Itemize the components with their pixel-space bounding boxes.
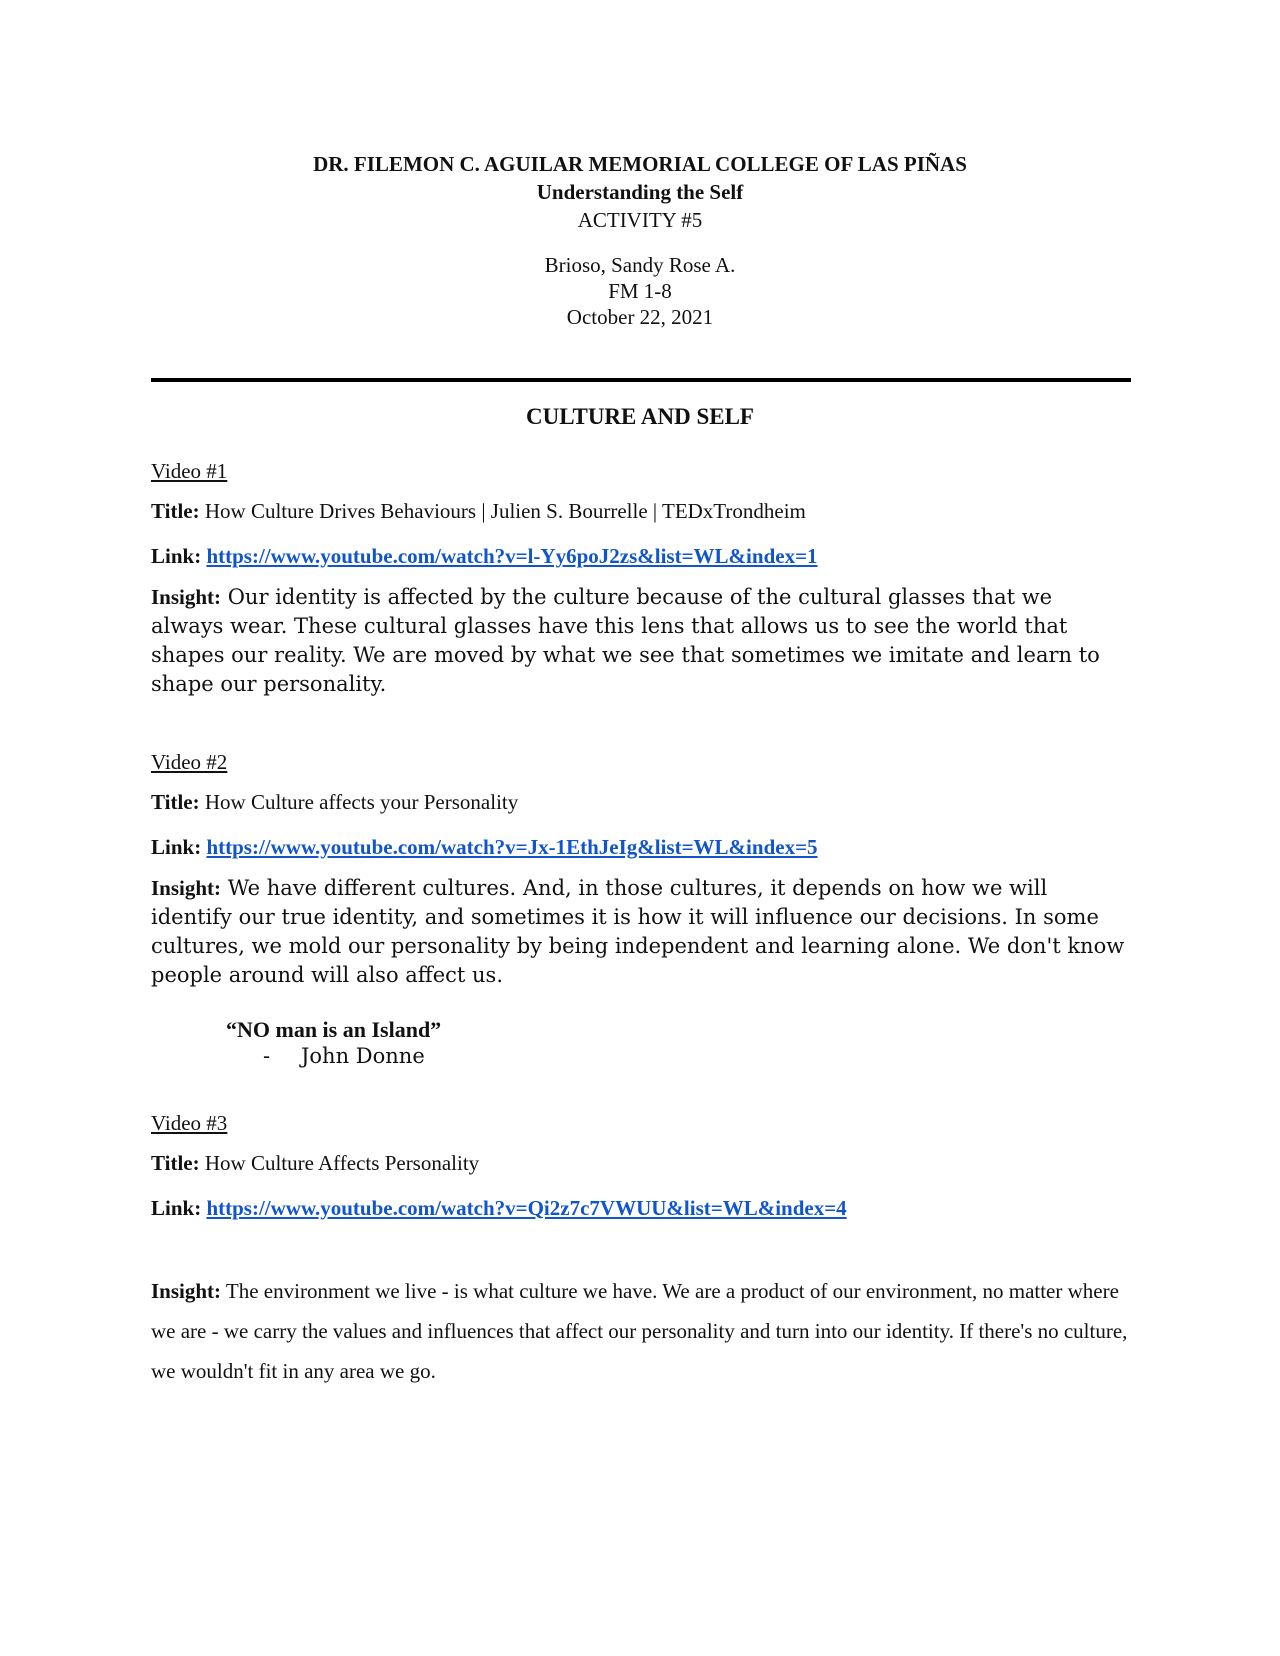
quote-text: “NO man is an Island”: [226, 1017, 442, 1042]
video-3-insight-text: The environment we live - is what culture we have. We are a product of our environment, no matter where we are - we carry the values and influences that affect our personality and turn into our identity. If there's no culture, we wouldn't fit in any area we go.: [151, 1279, 1128, 1383]
video-1-insight-text: Our identity is affected by the culture because of the cultural glasses that we always wear. These cultural glasses have this lens that allows us to see the world that shapes our reality. We are moved by what we see that sometimes we imitate and learn to shape our personality.: [151, 585, 1100, 696]
video-2-label: Video #2: [151, 750, 228, 774]
video-2-link-line: [151, 834, 1131, 861]
video-1-label: Video #1: [151, 459, 228, 483]
video-2-title-line: [151, 789, 1131, 816]
horizontal-divider: [151, 378, 1131, 382]
section-title: CULTURE AND SELF: [526, 404, 754, 429]
video-3-insight: [151, 1271, 1131, 1391]
title-label: Title:: [151, 499, 200, 523]
video-1-title: How Culture Drives Behaviours | Julien S. Bourrelle | TEDxTrondheim: [204, 499, 806, 523]
link-label: Link:: [151, 544, 202, 568]
title-label: Title:: [151, 790, 200, 814]
insight-label: Insight:: [151, 585, 222, 609]
student-name: Brioso, Sandy Rose A.: [544, 253, 736, 277]
video-3-title-line: [151, 1150, 1131, 1177]
college-name: DR. FILEMON C. AGUILAR MEMORIAL COLLEGE OF LAS PIÑAS: [313, 152, 967, 176]
video-2-link[interactable]: https://www.youtube.com/watch?v=Jx-1EthJeIg&list=WL&index=5: [206, 835, 818, 859]
video-2-insight: [151, 874, 1131, 990]
video-1-title-line: [151, 498, 1131, 525]
student-section: FM 1-8: [608, 279, 672, 303]
video-3-label: Video #3: [151, 1111, 228, 1135]
activity-number: ACTIVITY #5: [577, 208, 703, 232]
link-label: Link:: [151, 835, 202, 859]
video-2-insight-text: We have different cultures. And, in those cultures, it depends on how we will identify our true identity, and sometimes it is how it will influence our decisions. In some cultures, we mold our personality by being independent and learning alone. We don't know people around will also affect us.: [151, 876, 1125, 987]
video-3-title: How Culture Affects Personality: [204, 1151, 480, 1175]
link-label: Link:: [151, 1196, 202, 1220]
video-3-link-line: [151, 1195, 1131, 1222]
title-label: Title:: [151, 1151, 200, 1175]
course-title: Understanding the Self: [536, 180, 744, 204]
video-1-link[interactable]: https://www.youtube.com/watch?v=l-Yy6poJ2zs&list=WL&index=1: [206, 544, 818, 568]
insight-label: Insight:: [151, 1279, 222, 1303]
quote-attribution: [263, 1044, 425, 1068]
video-1-link-line: [151, 543, 1131, 570]
video-3-link[interactable]: https://www.youtube.com/watch?v=Qi2z7c7VWUU&list=WL&index=4: [206, 1196, 847, 1220]
insight-label: Insight:: [151, 876, 222, 900]
video-2-title: How Culture affects your Personality: [204, 790, 519, 814]
quote-author: John Donne: [301, 1044, 425, 1068]
quote-dash: -: [263, 1044, 271, 1068]
submission-date: October 22, 2021: [566, 305, 714, 329]
video-1-insight: [151, 583, 1131, 699]
